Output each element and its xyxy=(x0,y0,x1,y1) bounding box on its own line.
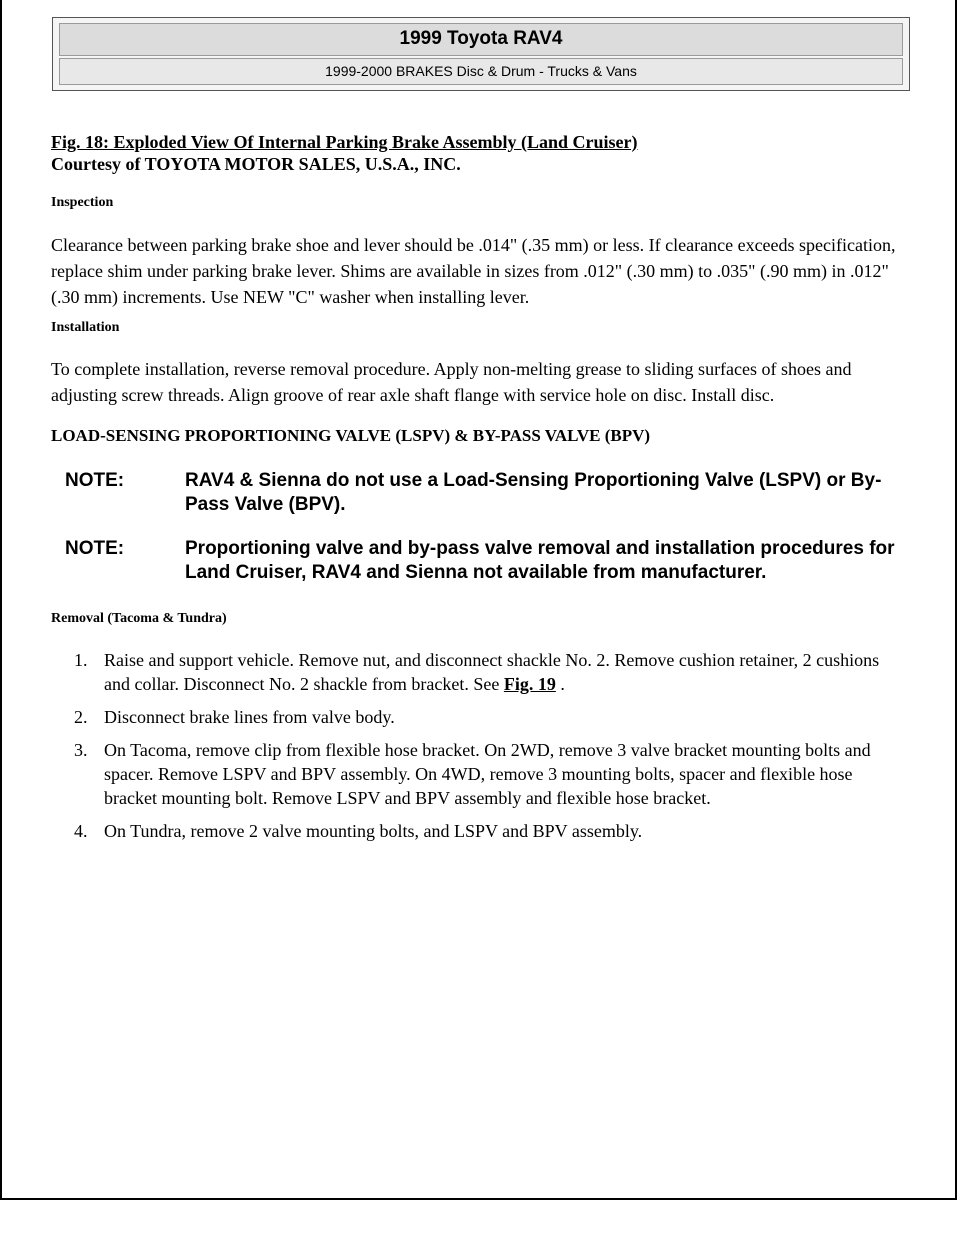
fig-19-link[interactable]: Fig. 19 xyxy=(503,674,556,694)
note-text: RAV4 & Sienna do not use a Load-Sensing Proportioning Valve (LSPV) or By-Pass Valve (BPV). xyxy=(185,470,882,515)
inspection-heading: Inspection xyxy=(51,195,114,210)
figure-title[interactable]: Fig. 18: Exploded View Of Internal Parking Brake Assembly (Land Cruiser) xyxy=(51,132,638,152)
removal-heading: Removal (Tacoma & Tundra) xyxy=(51,611,227,626)
list-item xyxy=(74,819,904,843)
installation-text: To complete installation, reverse removal procedure. Apply non-melting grease to sliding surfaces of shoes and adjusting screw threads. Align groove of rear axle shaft flange with service hole on disc. Install disc. xyxy=(51,359,852,405)
step-text: Raise and support vehicle. Remove nut, and disconnect shackle No. 2. Remove cushion retainer, 2 cushions and collar. Disconnect No. 2 shackle from bracket. See xyxy=(104,650,880,694)
page-border-left xyxy=(0,0,2,1200)
list-item xyxy=(74,738,904,810)
note-label: NOTE: xyxy=(65,538,125,559)
step-number: 3. xyxy=(74,740,88,760)
list-item xyxy=(74,648,904,696)
document-header xyxy=(52,17,910,91)
step-text: Disconnect brake lines from valve body. xyxy=(104,707,395,727)
inspection-text: Clearance between parking brake shoe and lever should be .014" (.35 mm) or less. If clearance exceeds specification, replace shim under parking brake lever. Shims are available in sizes from .012" (.30 mm) to .035" (.90 mm) in .012" (.30 mm) increments. Use NEW "C" washer when installing lever. xyxy=(51,235,896,307)
figure-courtesy: Courtesy of TOYOTA MOTOR SALES, U.S.A., INC. xyxy=(51,154,461,174)
step-text: On Tacoma, remove clip from flexible hose bracket. On 2WD, remove 3 valve bracket mounting bolts and spacer. Remove LSPV and BPV assembly. On 4WD, remove 3 mounting bolts, spacer and flexible hose bracket mounting bolt. Remove LSPV and BPV assembly and flexible hose bracket. xyxy=(104,740,871,808)
list-item xyxy=(74,705,904,729)
figure-caption xyxy=(51,131,638,175)
page-border-bottom xyxy=(0,1198,957,1200)
step-text: On Tundra, remove 2 valve mounting bolts, and LSPV and BPV assembly. xyxy=(104,821,643,841)
vehicle-title: 1999 Toyota RAV4 xyxy=(59,23,903,56)
step-text-tail: . xyxy=(555,674,565,694)
section-subtitle: 1999-2000 BRAKES Disc & Drum - Trucks & Vans xyxy=(59,58,903,85)
step-number: 4. xyxy=(74,821,88,841)
step-number: 1. xyxy=(74,650,88,670)
note-label: NOTE: xyxy=(65,470,125,491)
removal-steps xyxy=(74,648,904,852)
installation-heading: Installation xyxy=(51,320,120,335)
page-border-right xyxy=(955,0,957,1200)
step-number: 2. xyxy=(74,707,88,727)
lspv-heading: LOAD-SENSING PROPORTIONING VALVE (LSPV) & BY-PASS VALVE (BPV) xyxy=(51,426,651,445)
note-text: Proportioning valve and by-pass valve removal and installation procedures for Land Cruiser, RAV4 and Sienna not available from manufacturer. xyxy=(185,538,895,583)
